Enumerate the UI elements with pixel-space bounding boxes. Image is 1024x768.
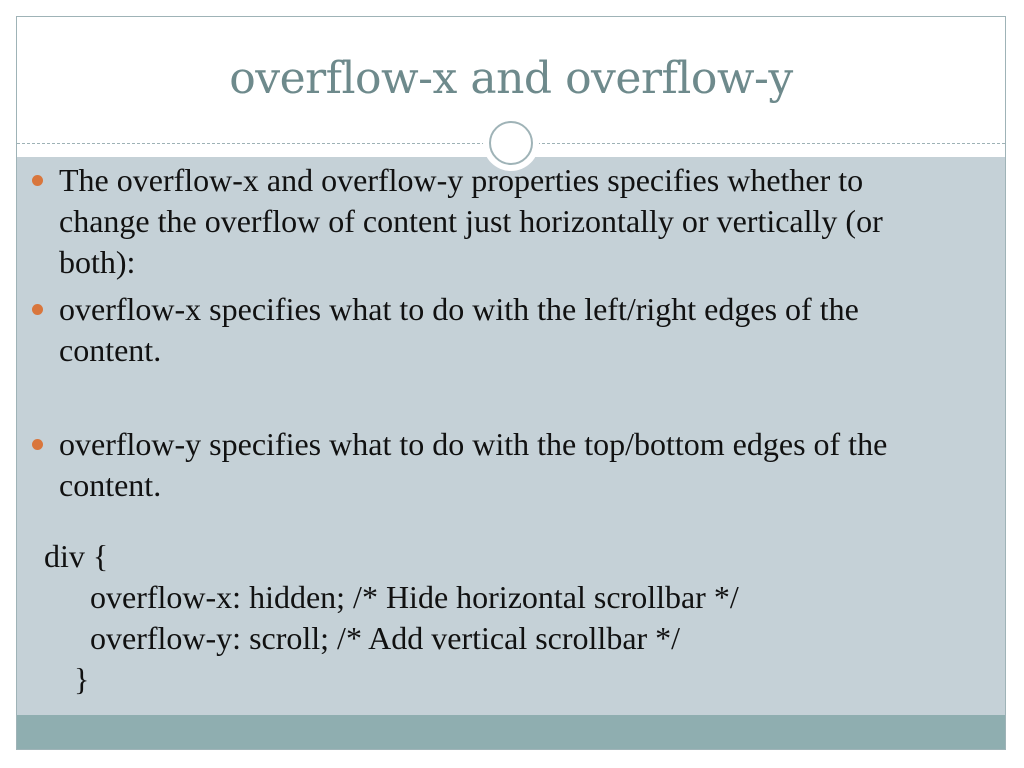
bullet-text: overflow-y specifies what to do with the top/bottom edges of the content.	[59, 426, 888, 503]
bullet-dot-icon	[32, 439, 43, 450]
slide-title: overflow-x and overflow-y	[229, 53, 793, 104]
code-line: overflow-y: scroll; /* Add vertical scrollbar */	[90, 620, 681, 656]
bullet-dot-icon	[32, 175, 43, 186]
code-open: div {	[44, 538, 109, 574]
bullet-text: The overflow-x and overflow-y properties specifies whether to change the overflow of content just horizontally or vertically (or both):	[59, 162, 883, 280]
code-close: }	[74, 661, 90, 697]
bullet-item	[30, 424, 950, 506]
footer-band	[17, 715, 1005, 750]
bullet-dot-icon	[32, 304, 43, 315]
code-line: overflow-x: hidden; /* Hide horizontal scrollbar */	[90, 579, 739, 615]
bullet-text: overflow-x specifies what to do with the left/right edges of the content.	[59, 291, 859, 368]
circle-ring	[489, 121, 533, 165]
bullet-item	[30, 289, 950, 371]
code-block	[44, 536, 964, 700]
bullet-list	[30, 160, 950, 506]
bullet-item	[30, 160, 950, 283]
